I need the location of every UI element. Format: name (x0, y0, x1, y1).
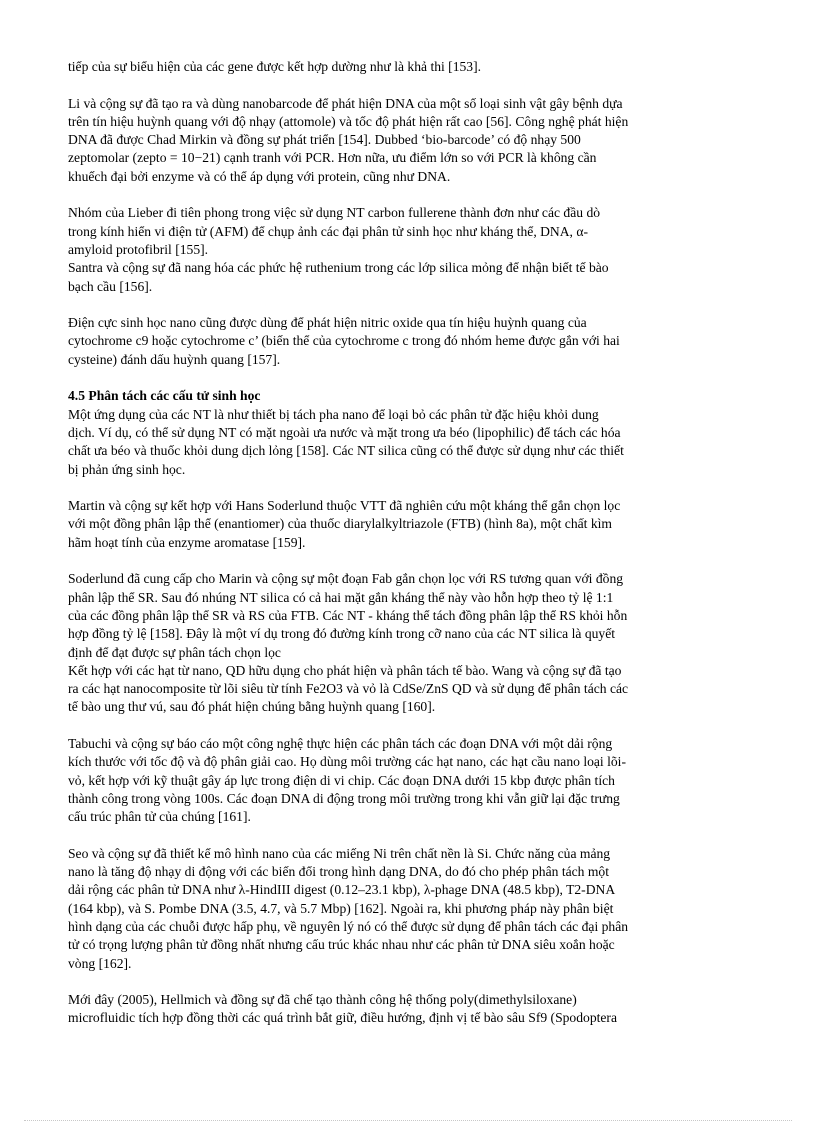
text-line: Kết hợp với các hạt từ nano, QD hữu dụng cho phát hiện và phân tách tế bào. Wang và cộng sự đã tạo (68, 662, 622, 678)
text-line: vỏ, kết hợp với kỹ thuật gây áp lực trong điện di vi chip. Các đoạn DNA dưới 15 kbp được phân tích (68, 772, 615, 788)
text-line: cytochrome c9 hoặc cytochrome c’ (biến thể của cytochrome c trong đó nhóm heme được gắn với hai (68, 333, 620, 349)
text-line: kích thước với tốc độ và độ phân giải cao. Họ dùng môi trường các hạt nano, các hạt cầu nano loại lõi- (68, 754, 626, 770)
paragraph (68, 845, 748, 973)
paragraph (68, 58, 748, 76)
paragraph-spacer (68, 717, 748, 735)
paragraph-spacer (68, 552, 748, 570)
text-line: microfluidic tích hợp đồng thời các quá trình bắt giữ, điều hướng, định vị tế bào sâu Sf9 (Spodoptera (68, 1010, 617, 1026)
text-line: chất ưa béo và thuốc khỏi dung dịch lỏng [158]. Các NT silica cũng có thể được sử dụng như các thiết (68, 443, 624, 459)
text-line: định để đạt được sự phân tách chọn lọc (68, 644, 281, 660)
paragraph-spacer (68, 186, 748, 204)
text-line: nano là tăng độ nhạy di động với các biến đổi trong hình dạng DNA, do đó cho phép phân tách một (68, 864, 610, 880)
text-line: DNA đã được Chad Mirkin và đồng sự phát triển [154]. Dubbed ‘bio-barcode’ có độ nhạy 500 (68, 132, 581, 148)
text-line: zeptomolar (zepto = 10−21) cạnh tranh với PCR. Hơn nữa, ưu điểm lớn so với PCR là không cần (68, 150, 597, 166)
text-line: hình dạng của các chuỗi được hấp phụ, về nguyên lý nó có thể được sử dụng để phân tách các đại phân (68, 918, 629, 934)
text-line: tiếp của sự biểu hiện của các gene được kết hợp dường như là khả thi [153]. (68, 59, 482, 74)
page-bottom-rule (24, 1120, 792, 1121)
paragraph (68, 387, 748, 478)
text-line: Điện cực sinh học nano cũng được dùng để phát hiện nitric oxide qua tín hiệu huỳnh quang của (68, 315, 587, 331)
text-line: của các đồng phân lập thể SR và RS của FTB. Các NT - kháng thể tách đồng phân lập thể RS khỏi hỗn (68, 607, 628, 623)
paragraph-spacer (68, 369, 748, 387)
text-line: Soderlund đã cung cấp cho Marin và cộng sự một đoạn Fab gắn chọn lọc với RS tương quan với đồng (68, 571, 624, 587)
text-line: với một đồng phân lập thể (enantiomer) của thuốc diarylalkyltriazole (FTB) (hình 8a), một chất kìm (68, 516, 612, 532)
text-line: Tabuchi và cộng sự báo cáo một công nghệ thực hiện các phân tách các đoạn DNA với một dải rộng (68, 735, 613, 751)
text-line: Martin và cộng sự kết hợp với Hans Soderlund thuộc VTT đã nghiên cứu một kháng thể gắn chọn lọc (68, 498, 621, 514)
text-line: phân lập thể SR. Sau đó nhúng NT silica có cả hai mặt gắn kháng thể này vào hỗn hợp theo tỷ lệ 1:1 (68, 589, 614, 605)
text-line: dải rộng các phân tử DNA như λ-HindIII digest (0.12–23.1 kbp), λ-phage DNA (48.5 kbp), T2-DNA (68, 882, 616, 898)
paragraph (68, 570, 748, 716)
text-line: amyloid protofibril [155]. (68, 241, 209, 257)
paragraph-spacer (68, 76, 748, 94)
text-line: Mới đây (2005), Hellmich và đồng sự đã chế tạo thành công hệ thống poly(dimethylsiloxane) (68, 992, 577, 1008)
document-body (68, 58, 748, 1028)
paragraph (68, 497, 748, 552)
text-line: vòng [162]. (68, 955, 132, 971)
paragraph-spacer (68, 296, 748, 314)
text-line: thành công trong vòng 100s. Các đoạn DNA di động trong môi trường trong khi vẫn giữ lại đặc trưng (68, 790, 620, 806)
text-line: Li và cộng sự đã tạo ra và dùng nanobarcode để phát hiện DNA của một số loại sinh vật gây bệnh dựa (68, 95, 623, 111)
text-line: Seo và cộng sự đã thiết kế mô hình nano của các miếng Ni trên chất nền là Si. Chức năng của mảng (68, 845, 611, 861)
text-line: bị phản ứng sinh học. (68, 461, 186, 477)
paragraph (68, 95, 748, 186)
paragraph-spacer (68, 973, 748, 991)
text-line: cysteine) đánh dấu huỳnh quang [157]. (68, 351, 281, 367)
paragraph-spacer (68, 479, 748, 497)
text-line: trong kính hiển vi điện tử (AFM) để chụp ảnh các đại phân tử sinh học như kháng thể, DNA, α- (68, 223, 589, 239)
paragraph (68, 991, 748, 1028)
text-line: tử có trọng lượng phân tử đồng nhất nhưng cấu trúc khác nhau như các phân tử DNA siêu xoắn hoặc (68, 937, 615, 953)
text-line: Nhóm của Lieber đi tiên phong trong việc sử dụng NT carbon fullerene thành đơn như các đầu dò (68, 205, 601, 221)
text-line: hợp đồng tỷ lệ [158]. Đây là một ví dụ trong đó đường kính trong cỡ nano của các NT silica là quyết (68, 626, 616, 642)
text-line: hãm hoạt tính của enzyme aromatase [159]. (68, 534, 306, 550)
paragraph (68, 314, 748, 369)
section-heading: 4.5 Phân tách các cấu tử sinh học (68, 388, 261, 404)
text-line: tế bào ung thư vú, sau đó phát hiện chúng bằng huỳnh quang [160]. (68, 699, 436, 715)
text-line: Một ứng dụng của các NT là như thiết bị tách pha nano để loại bỏ các phân tử đặc hiệu khỏi dung (68, 406, 599, 422)
text-line: bạch cầu [156]. (68, 278, 153, 294)
text-line: dịch. Ví dụ, có thể sử dụng NT có mặt ngoài ưa nước và mặt trong ưa béo (lipophilic) để tách các hóa (68, 424, 621, 440)
text-line: trên tín hiệu huỳnh quang với độ nhạy (attomole) và tốc độ phát hiện rất cao [56]. Công nghệ phát hiện (68, 113, 629, 129)
paragraph (68, 735, 748, 826)
text-line: (164 kbp), và S. Pombe DNA (3.5, 4.7, và 5.7 Mbp) [162]. Ngoài ra, khi phương pháp này phân biệt (68, 900, 614, 916)
text-line: Santra và cộng sự đã nang hóa các phức hệ ruthenium trong các lớp silica mỏng để nhận biết tế bào (68, 260, 609, 276)
text-line: khuếch đại bởi enzyme và có thể áp dụng với protein, cũng như DNA. (68, 168, 451, 184)
paragraph (68, 204, 748, 295)
paragraph-spacer (68, 826, 748, 844)
text-line: ra các hạt nanocomposite từ lõi siêu từ tính Fe2O3 và vỏ là CdSe/ZnS QD và sử dụng để phân tách các (68, 681, 629, 697)
text-line: cấu trúc phân tử của chúng [161]. (68, 809, 251, 825)
